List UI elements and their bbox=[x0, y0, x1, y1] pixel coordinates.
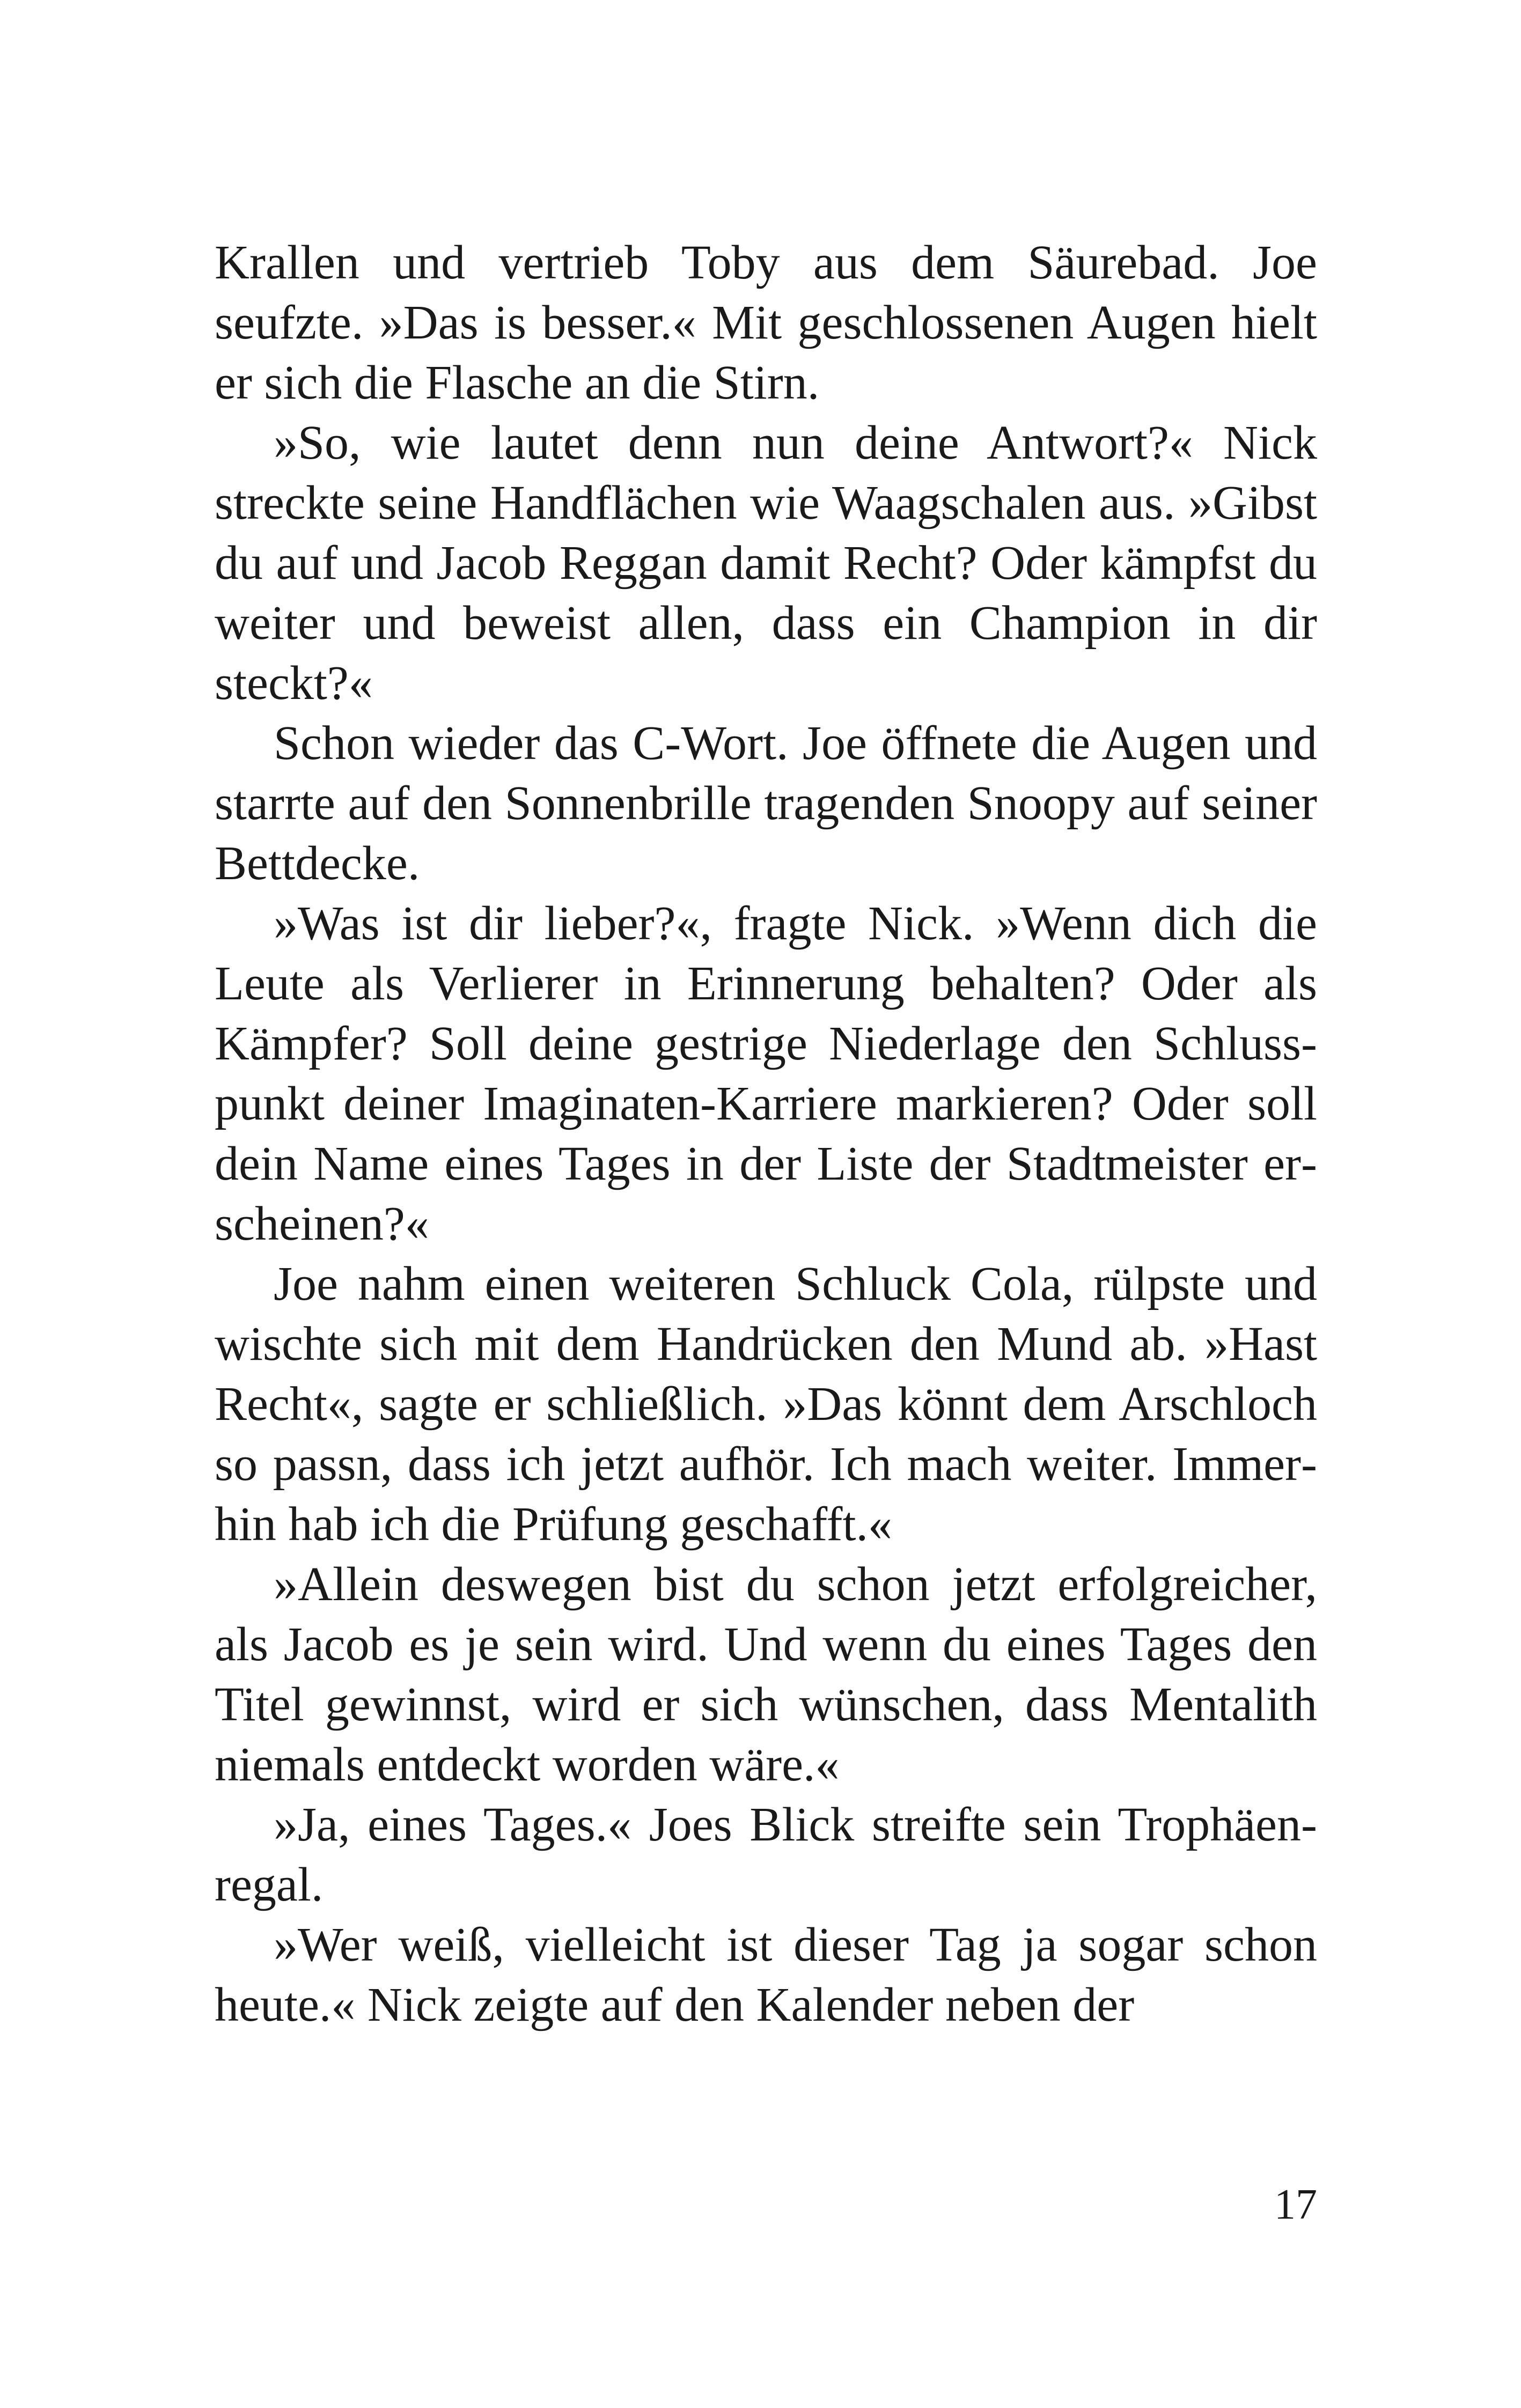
page-number: 17 bbox=[1274, 2181, 1317, 2228]
body-text bbox=[215, 233, 1317, 2035]
paragraph-7: »Ja, eines Tages.« Joes Blick streifte sein Trophäenregal. bbox=[215, 1798, 1317, 1911]
paragraph-4: »Was ist dir lieber?«, fragte Nick. »Wenn dich die Leute als Verlierer in Erinnerung behalten? Oder als Kämpfer? Soll deine gestrige Niederlage den Schlusspunkt deiner Imaginaten-Karriere markieren? Oder soll dein Name eines Tages in der Liste der Stadtmeister erscheinen?« bbox=[215, 897, 1317, 1250]
paragraph-5: Joe nahm einen weiteren Schluck Cola, rülpste und wischte sich mit dem Handrücken den Mund ab. »Hast Recht«, sagte er schließlich. »Das könnt dem Arschloch so passn, dass ich jetzt aufhör. Ich mach weiter. Immerhin hab ich die Prüfung geschafft.« bbox=[215, 1257, 1317, 1551]
paragraph-2: »So, wie lautet denn nun deine Antwort?« Nick streckte seine Handflächen wie Waagschalen aus. »Gibst du auf und Jacob Reggan damit Recht? Oder kämpfst du weiter und beweist allen, dass ein Champion in dir steckt?« bbox=[215, 416, 1317, 710]
paragraph-8: »Wer weiß, vielleicht ist dieser Tag ja sogar schon heute.« Nick zeigte auf den Kalender neben der bbox=[215, 1918, 1317, 2031]
paragraph-6: »Allein deswegen bist du schon jetzt erfolgreicher, als Jacob es je sein wird. Und wenn du eines Tages den Titel gewinnst, wird er sich wünschen, dass Mentalith niemals entdeckt worden wäre.« bbox=[215, 1558, 1317, 1791]
paragraph-3: Schon wieder das C-Wort. Joe öffnete die Augen und starrte auf den Sonnenbrille tragenden Snoopy auf seiner Bettdecke. bbox=[215, 717, 1317, 890]
paragraph-1: Krallen und vertrieb Toby aus dem Säurebad. Joe seufzte. »Das is besser.« Mit geschlossenen Augen hielt er sich die Flasche an die Stirn. bbox=[215, 236, 1317, 409]
